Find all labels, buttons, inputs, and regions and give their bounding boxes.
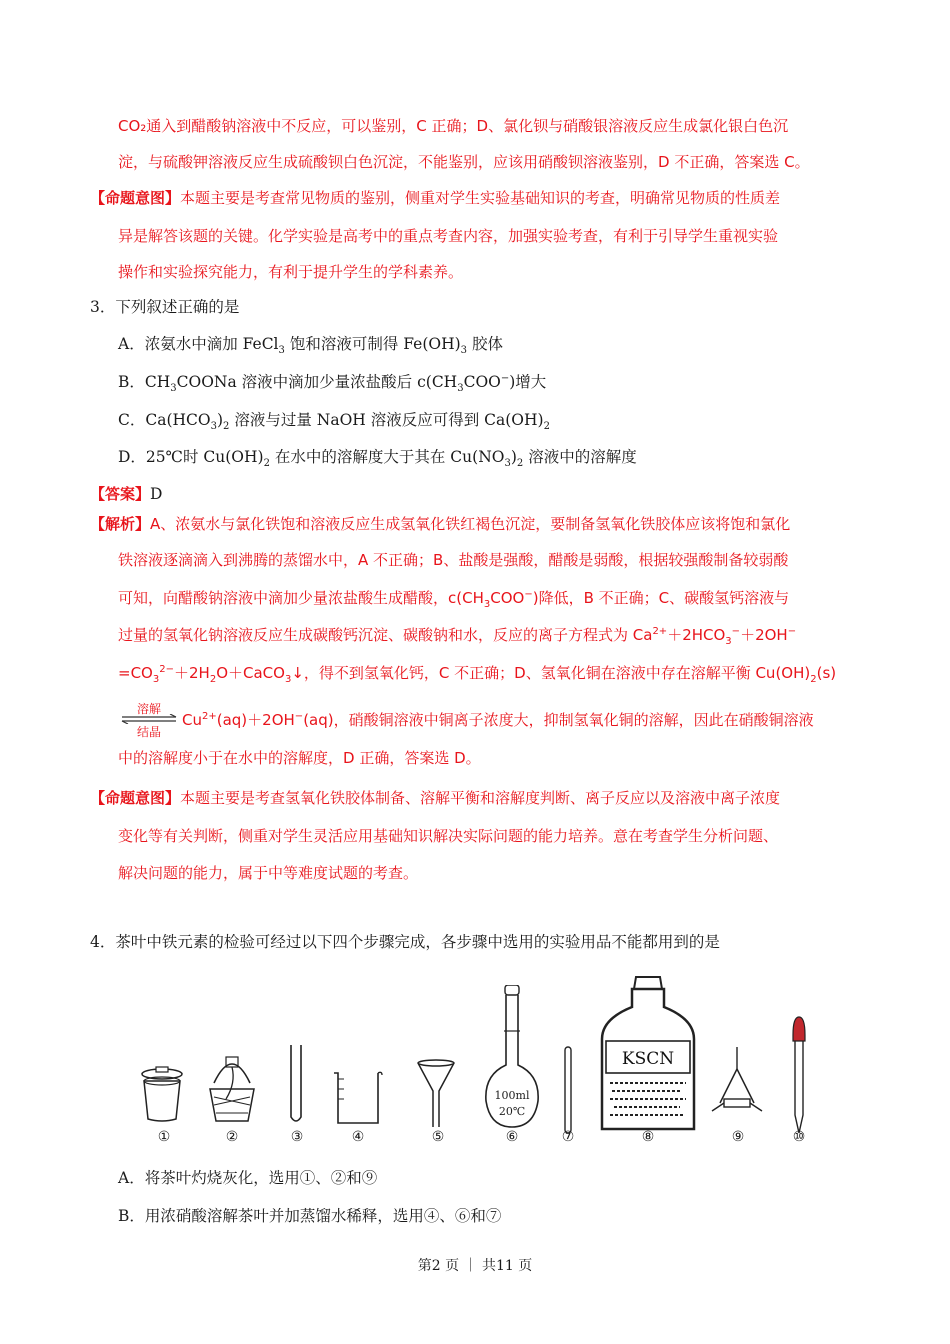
analysis-tag: 【解析】 — [90, 515, 151, 533]
q3-option-d: D．25℃时 $Cu(OH)_2$ 在水中的溶解度大于其在 $Cu(NO_3)_2$ 溶液中的溶解度 — [118, 448, 637, 470]
q3-analysis-line-5: $=CO_3^{2-}+2H_2O+CaCO_3↓$，得不到氢氧化钙，C 不正确；D、氢氧化铜在溶液中存在溶解平衡 $Cu(OH)_2(s)$ — [118, 664, 837, 685]
intent-tag: 【命题意图】 — [90, 189, 181, 207]
clay-triangle-icon — [710, 1043, 764, 1129]
bottle-label-text: KSCN — [621, 1049, 675, 1069]
prev-intent-line-3: 操作和实验探究能力，有利于提升学生的学科素养。 — [118, 263, 464, 281]
beaker-icon — [330, 1069, 384, 1127]
q3-analysis-line-1: 【解析】A、浓氨水与氯化铁饱和溶液反应生成氢氧化铁红褐色沉淀，要制备氢氧化铁胶体应该将饱和氯化 — [90, 515, 791, 533]
q3-option-a: A．浓氨水中滴加 FeCl$_3$ 饱和溶液可制得 $Fe(OH)_3$ 胶体 — [118, 335, 503, 357]
answer-value: D — [150, 485, 163, 503]
q3-intent-line-3: 解决问题的能力，属于中等难度试题的考查。 — [118, 864, 419, 882]
apparatus-label-2: ② — [225, 1129, 239, 1145]
prev-answer-line-2: 淀，与硫酸钾溶液反应生成硫酸钡白色沉淀，不能鉴别，应该用硝酸钡溶液鉴别，D 不正确，答案选 C。 — [118, 153, 810, 171]
q3-analysis-line-7: 中的溶解度小于在水中的溶解度，D 正确，答案选 D。 — [118, 749, 481, 767]
dropper-icon — [788, 1015, 810, 1135]
flask-volume-text: 100ml — [494, 1089, 530, 1102]
prev-intent-line-2: 异是解答该题的关键。化学实验是高考中的重点考查内容，加强实验考查，有利于引导学生重视实验 — [118, 227, 779, 245]
crucible-icon — [138, 1065, 186, 1125]
q3-answer — [90, 484, 162, 504]
answer-tag: 【答案】 — [90, 485, 151, 503]
apparatus-label-3: ③ — [290, 1129, 304, 1145]
q3-intent-line-2: 变化等有关判断，侧重对学生灵活应用基础知识解决实际问题的能力培养。意在考查学生分析问题、 — [118, 827, 779, 845]
apparatus-label-9: ⑨ — [731, 1129, 745, 1145]
q4-option-a: A．将茶叶灼烧灰化，选用①、②和⑨ — [118, 1169, 378, 1187]
flask-temp-text: 20℃ — [498, 1105, 526, 1118]
test-tube-icon — [288, 1043, 304, 1127]
page-footer: 第2 页 ｜ 共11 页 — [417, 1258, 533, 1274]
apparatus-label-5: ⑤ — [431, 1129, 445, 1145]
apparatus-label-8: ⑧ — [641, 1129, 655, 1145]
apparatus-label-1: ① — [157, 1129, 171, 1145]
equilibrium-bottom-label: 结晶 — [136, 725, 161, 739]
burner-icon — [206, 1043, 258, 1127]
q3-analysis-line-2: 铁溶液逐滴滴入到沸腾的蒸馏水中，A 不正确；B、盐酸是强酸，醋酸是弱酸，根据较强酸制备较弱酸 — [118, 551, 789, 569]
apparatus-figure — [130, 985, 830, 1155]
intent-tag: 【命题意图】 — [90, 789, 181, 807]
q4-option-b: B．用浓硝酸溶解茶叶并加蒸馏水稀释，选用④、⑥和⑦ — [118, 1207, 502, 1225]
q3-intent-line-1: 【命题意图】本题主要是考查氢氧化铁胶体制备、溶解平衡和溶解度判断、离子反应以及溶液中离子浓度 — [90, 789, 781, 807]
prev-answer-line-1: CO₂通入到醋酸钠溶液中不反应，可以鉴别，C 正确；D、氯化钡与硝酸银溶液反应生成氯化银白色沉 — [118, 117, 789, 135]
apparatus-label-4: ④ — [351, 1129, 365, 1145]
reagent-bottle-icon — [598, 975, 698, 1135]
apparatus-label-7: ⑦ — [561, 1129, 575, 1145]
apparatus-label-10: ⑩ — [792, 1129, 806, 1145]
prev-intent-line-1 — [90, 188, 780, 208]
equilibrium-top-label: 溶解 — [136, 702, 161, 716]
q3-stem: 3．下列叙述正确的是 — [90, 298, 240, 316]
q3-analysis-line-4: 过量的氢氧化钠溶液反应生成碳酸钙沉淀、碳酸钠和水，反应的离子方程式为 $Ca^{2+}+2HCO_3^-+2OH^-$ — [118, 626, 797, 647]
q4-stem: 4．茶叶中铁元素的检验可经过以下四个步骤完成，各步骤中选用的实验用品不能都用到的是 — [90, 933, 720, 951]
glass-rod-icon — [562, 1045, 574, 1135]
q3-analysis-line-3: 可知，向醋酸钠溶液中滴加少量浓盐酸生成醋酸，$c(CH_3COO^-)$降低，B 不正确；C、碳酸氢钙溶液与 — [118, 589, 790, 610]
q3-option-c: C．$Ca(HCO_3)_2$ 溶液与过量 NaOH 溶液反应可得到 $Ca(OH)_2$ — [118, 411, 550, 433]
apparatus-label-6: ⑥ — [505, 1129, 519, 1145]
q3-option-b: B．$CH_3COONa$ 溶液中滴加少量浓盐酸后 $c(CH_3COO^-)$增大 — [118, 372, 547, 395]
q3-analysis-line-6: $Cu^{2+}(aq)+2OH^-(aq)$，硝酸铜溶液中铜离子浓度大，抑制氢氧化铜的溶解，因此在硝酸铜溶液 — [182, 711, 814, 729]
volumetric-flask-icon — [482, 985, 542, 1131]
intent-text: 本题主要是考查常见物质的鉴别，侧重对学生实验基础知识的考查，明确常见物质的性质差 — [180, 189, 781, 207]
equilibrium-arrow — [120, 700, 178, 740]
funnel-icon — [416, 1057, 456, 1129]
